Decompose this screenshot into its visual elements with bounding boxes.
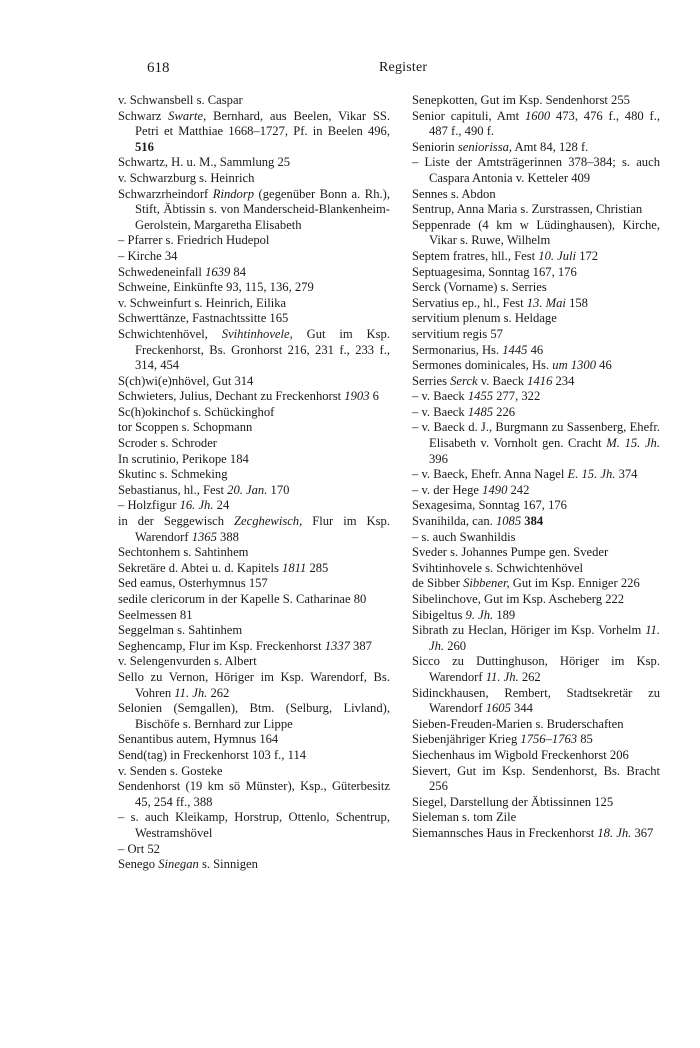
entry-segment: Sentrup, Anna Maria s. Zurstrassen, Christian [412,202,643,217]
entry-segment: Serck [450,373,478,388]
entry-segment: Senior capituli, Amt [412,108,525,123]
entry-segment: Scroder s. Schroder [118,436,217,451]
index-entry [118,467,390,483]
entry-segment: 84 [230,264,247,279]
entry-segment: – Pfarrer s. Friedrich Hudepol [118,233,270,248]
entry-segment: Servatius ep., hl., Fest [412,295,527,310]
entry-segment: 277, 322 [493,389,541,404]
index-entry [412,810,660,826]
entry-segment: Sed eamus, Osterhymnus 157 [118,576,268,591]
index-entry [118,576,390,592]
index-entry [412,249,660,265]
index-entry [412,109,660,140]
entry-segment: Senego [118,857,159,872]
entry-segment: Sechtonhem s. Sahtinhem [118,545,249,560]
index-entry [118,171,390,187]
entry-segment: Schwartz, H. u. M., Sammlung 25 [118,155,291,170]
index-entry [118,654,390,670]
entry-segment: Seniorin [412,139,458,154]
entry-segment: Selonien (Semgallen), Btm. (Selburg, Livland), Bischöfe s. Bernhard zur Lippe [118,701,390,731]
index-entry [118,109,390,156]
entry-segment: 46 [527,342,544,357]
entry-segment: Seggelman s. Sahtinhem [118,623,243,638]
entry-segment: Gut im Ksp. Freckenhorst, Bs. Gronhorst 216, 231 f., 233 f., 314, 454 [135,326,390,373]
index-entry [118,623,390,639]
index-entry [412,280,660,296]
entry-segment: Schwarz [118,108,169,123]
entry-segment: Septuagesima, Sonntag 167, 176 [412,264,577,279]
entry-segment: Siechenhaus im Wigbold Freckenhorst 206 [412,747,629,762]
entry-segment: 18. Jh. [597,825,632,840]
entry-segment: servitium regis 57 [412,326,503,341]
entry-segment: Schwieters, Julius, Dechant zu Freckenhorst [118,389,345,404]
index-entry [118,639,390,655]
entry-segment: Sibbener, [463,576,510,591]
entry-segment: Sibelinchove, Gut im Ksp. Ascheberg 222 [412,592,625,606]
entry-segment: Gut im Ksp. Enniger 226 [509,576,640,591]
entry-segment: 387 [349,638,372,653]
entry-segment: 1639 [205,264,231,279]
index-entry [412,717,660,733]
entry-segment: – s. auch Kleikamp, Horstrup, Ottenlo, Schentrup, Westramshövel [118,810,390,840]
entry-segment: Zecghewisch, [234,514,303,529]
index-entry [118,420,390,436]
index-entry [118,374,390,390]
entry-segment: Sc(h)okinchof s. Schückinghof [118,404,275,419]
entry-segment: Seelmessen 81 [118,607,193,622]
entry-segment: 10. Juli [538,248,577,263]
index-entry [412,623,660,654]
index-entry [412,514,660,530]
entry-segment: Sibigeltus [412,607,466,622]
entry-segment: Rindorp [212,186,255,201]
entry-segment: 260 [444,638,467,653]
entry-segment: Send(tag) in Freckenhorst 103 f., 114 [118,747,307,762]
index-entry [412,140,660,156]
entry-segment: Schwarzrheindorf [118,186,213,201]
index-entry [412,327,660,343]
entry-segment: Sibrath zu Heclan, Höriger im Ksp. Vorhelm [412,623,646,638]
index-entry [118,436,390,452]
entry-segment: v. Senden s. Gosteke [118,763,223,778]
entry-segment: 1490 [482,482,508,497]
entry-segment: Siemannsches Haus in Freckenhorst [412,825,598,840]
entry-segment: Schweine, Einkünfte 93, 115, 136, 279 [118,280,314,295]
entry-segment: Serck (Vorname) s. Serries [412,280,547,295]
entry-segment: 396 [429,451,448,466]
entry-segment: in der Seggewisch [118,514,235,529]
index-entry [118,514,390,545]
index-entry [412,561,660,577]
index-entry [118,311,390,327]
entry-segment: Sievert, Gut im Ksp. Sendenhorst, Bs. Bracht 256 [412,763,660,794]
entry-segment: Sexagesima, Sonntag 167, 176 [412,498,567,513]
entry-segment: seniorissa, [457,139,513,154]
entry-segment: 285 [306,560,329,575]
entry-segment: Senantibus autem, Hymnus 164 [118,732,279,747]
entry-segment: Senepkotten, Gut im Ksp. Sendenhorst 255 [412,93,630,107]
entry-segment: 374 [615,467,638,482]
index-entry [118,233,390,249]
entry-segment: 158 [565,295,588,310]
entry-segment: 1605 [485,701,511,716]
index-entry [412,576,660,592]
index-entry [412,483,660,499]
entry-segment: de Sibber [412,576,464,591]
entry-segment: v. Schwansbell s. Caspar [118,93,243,107]
entry-segment: 473, 476 f., 480 f., 487 f., 490 f. [429,108,660,139]
index-entry [118,732,390,748]
entry-segment: 11. Jh. [174,685,208,700]
entry-segment: Bernhard, aus Beelen, Vikar SS. Petri et Matthiae 1668–1727, Pf. in Beelen 496, [135,108,390,139]
index-entry [118,327,390,374]
entry-segment: Sekretäre d. Abtei u. d. Kapitels [118,560,283,575]
index-entry [412,343,660,359]
index-entry [118,93,390,109]
entry-segment: Schwedeneinfall [118,264,206,279]
index-entry [412,826,660,842]
entry-segment: Skutinc s. Schmeking [118,467,228,482]
index-entry [412,545,660,561]
entry-segment: 1903 [344,389,370,404]
entry-segment: Sieleman s. tom Zile [412,810,517,825]
entry-segment: 9. Jh. [465,607,494,622]
page-number: 618 [147,60,170,76]
index-entry [412,218,660,249]
entry-segment: – Ort 52 [118,841,160,856]
index-entry [118,592,390,608]
index-entry [118,452,390,468]
index-entry [412,93,660,109]
entry-segment: 1365 [191,529,217,544]
entry-segment: – Liste der Amtsträgerinnen 378–384; s. auch Caspara Antonia v. Ketteler 409 [412,155,660,185]
index-entry [118,561,390,577]
index-entry [412,654,660,685]
entry-segment: Amt 84, 128 f. [512,139,589,154]
index-entry [412,530,660,546]
entry-segment: Sicco zu Duttinghuson, Höriger im Ksp. Warendorf [412,654,660,684]
entry-segment: 1445 [502,342,528,357]
entry-segment: Svanihilda, can. [412,514,496,529]
entry-segment: Sinegan [158,857,199,872]
entry-segment: Septem fratres, hll., Fest [412,248,539,263]
entry-segment: (gegenüber Bonn a. Rh.), Stift, Äbtissin s. von Manderscheid-Blankenheim-Gerolstein, Margaretha Elisabeth [135,186,390,232]
entry-segment: v. Baeck [477,373,528,388]
entry-segment: sedile clericorum in der Kapelle S. Catharinae 80 [118,592,367,606]
index-entry [118,545,390,561]
entry-segment: – Kirche 34 [118,248,178,263]
index-entry [118,498,390,514]
entry-segment: v. Schwarzburg s. Heinrich [118,170,255,185]
index-entry [118,296,390,312]
entry-segment: 367 [631,825,654,840]
index-entry [412,155,660,186]
entry-segment: Schwichtenhövel, [118,326,222,341]
entry-segment: 11. Jh. [429,623,660,653]
index-entry [118,857,390,873]
entry-segment: Serries [412,373,451,388]
index-entry [118,280,390,296]
entry-segment: E. 15. Jh. [567,467,616,482]
index-entry [118,187,390,234]
entry-segment: Sello zu Vernon, Höriger im Ksp. Warendorf, Bs. Vohren [118,669,390,700]
entry-segment: 388 [216,529,239,544]
entry-segment: 1600 [524,108,551,123]
entry-segment: 172 [576,248,599,263]
index-entry [118,748,390,764]
index-entry [118,810,390,841]
entry-segment: Schwerttänze, Fastnachtssitte 165 [118,311,289,326]
index-entry [412,311,660,327]
index-entry [118,764,390,780]
page-title: Register [379,60,428,75]
entry-segment: – Holzfigur [118,498,180,513]
index-entry [412,420,660,467]
entry-segment: 234 [552,373,575,388]
index-entry [118,483,390,499]
entry-segment: Sveder s. Johannes Pumpe gen. Sveder [412,545,609,560]
index-entry [412,202,660,218]
entry-segment: Svihtinhovele, [221,326,293,341]
entry-segment: 262 [518,669,541,684]
entry-segment: – v. Baeck [412,389,468,404]
entry-segment: 1485 [467,404,494,419]
entry-segment: um 1300 [552,358,596,373]
entry-segment: 170 [267,482,290,497]
entry-segment: In scrutinio, Perikope 184 [118,451,249,466]
index-entry [412,498,660,514]
index-entry [118,155,390,171]
entry-segment: Sidinckhausen, Rembert, Stadtsekretär zu Warendorf [412,685,660,716]
entry-segment: 262 [207,685,230,700]
entry-segment: – v. der Hege [412,482,483,497]
entry-segment: 6 [369,389,379,404]
index-entry [412,748,660,764]
entry-segment: 384 [524,514,544,529]
entry-segment: Sieben-Freuden-Marien s. Bruderschaften [412,716,624,731]
entry-segment: – v. Baeck d. J., Burgmann zu Sassenberg, Ehefr. Elisabeth v. Vornholt gen. Cracht [412,420,660,451]
index-entry [412,389,660,405]
index-entry [412,374,660,390]
index-entry [412,795,660,811]
entry-segment: – s. auch Swanhildis [412,529,516,544]
entry-segment: 1085 [495,514,522,529]
entry-segment: M. 15. Jh. [606,436,660,451]
entry-segment: Sendenhorst (19 km sö Münster), Ksp., Güterbesitz 45, 254 ff., 388 [118,779,390,809]
entry-segment: tor Scoppen s. Schopmann [118,420,253,435]
index-entry [118,779,390,810]
index-entry [118,701,390,732]
entry-segment: 11. Jh. [485,669,519,684]
index-entry [118,265,390,281]
entry-segment: 344 [510,701,533,716]
entry-segment: 46 [596,358,612,373]
entry-segment: Siebenjähriger Krieg [412,732,521,747]
index-entry [412,732,660,748]
index-entry [412,296,660,312]
index-entry [118,670,390,701]
entry-segment: 1337 [324,638,350,653]
index-column-left [118,93,390,873]
entry-segment: v. Schweinfurt s. Heinrich, Eilika [118,295,287,310]
index-entry [118,249,390,265]
entry-segment: v. Selengenvurden s. Albert [118,654,257,669]
entry-segment: S(ch)wi(e)nhövel, Gut 314 [118,373,254,388]
entry-segment: 516 [135,139,154,154]
index-entry [412,405,660,421]
entry-segment: s. Sinnigen [198,857,258,872]
entry-segment: Seghencamp, Flur im Ksp. Freckenhorst [118,638,325,653]
entry-segment: 242 [507,482,530,497]
index-entry [118,389,390,405]
index-entry [118,608,390,624]
entry-segment: Flur im Ksp. Warendorf [135,514,390,544]
entry-segment: Swarte, [168,108,207,123]
entry-segment: 13. Mai [526,295,566,310]
entry-segment: Sebastianus, hl., Fest [118,482,228,497]
entry-segment: 1416 [527,373,553,388]
index-entry [118,405,390,421]
entry-segment: Seppenrade (4 km w Lüdinghausen), Kirche, Vikar s. Ruwe, Wilhelm [412,217,660,248]
entry-segment: servitium plenum s. Heldage [412,311,557,326]
entry-segment: 85 [577,732,593,747]
index-entry [412,608,660,624]
entry-segment: – v. Baeck [412,404,468,419]
index-column-right [412,93,660,842]
entry-segment: 16. Jh. [179,498,214,513]
entry-segment: 24 [213,498,230,513]
entry-segment: – v. Baeck, Ehefr. Anna Nagel [412,467,568,482]
entry-segment: 226 [493,404,516,419]
index-entry [118,842,390,858]
entry-segment: Siegel, Darstellung der Äbtissinnen 125 [412,794,614,809]
index-entry [412,467,660,483]
index-entry [412,358,660,374]
entry-segment: 1756–1763 [520,732,578,747]
entry-segment: Sermonarius, Hs. [412,342,503,357]
entry-segment: 1811 [282,560,307,575]
index-entry [412,187,660,203]
entry-segment: Svihtinhovele s. Schwichtenhövel [412,560,584,575]
index-entry [412,265,660,281]
entry-segment: Sermones dominicales, Hs. [412,358,553,373]
entry-segment: 20. Jan. [227,482,268,497]
entry-segment: Sennes s. Abdon [412,186,496,201]
index-entry [412,686,660,717]
index-entry [412,592,660,608]
entry-segment: 1455 [467,389,494,404]
entry-segment: 189 [493,607,516,622]
index-entry [412,764,660,795]
